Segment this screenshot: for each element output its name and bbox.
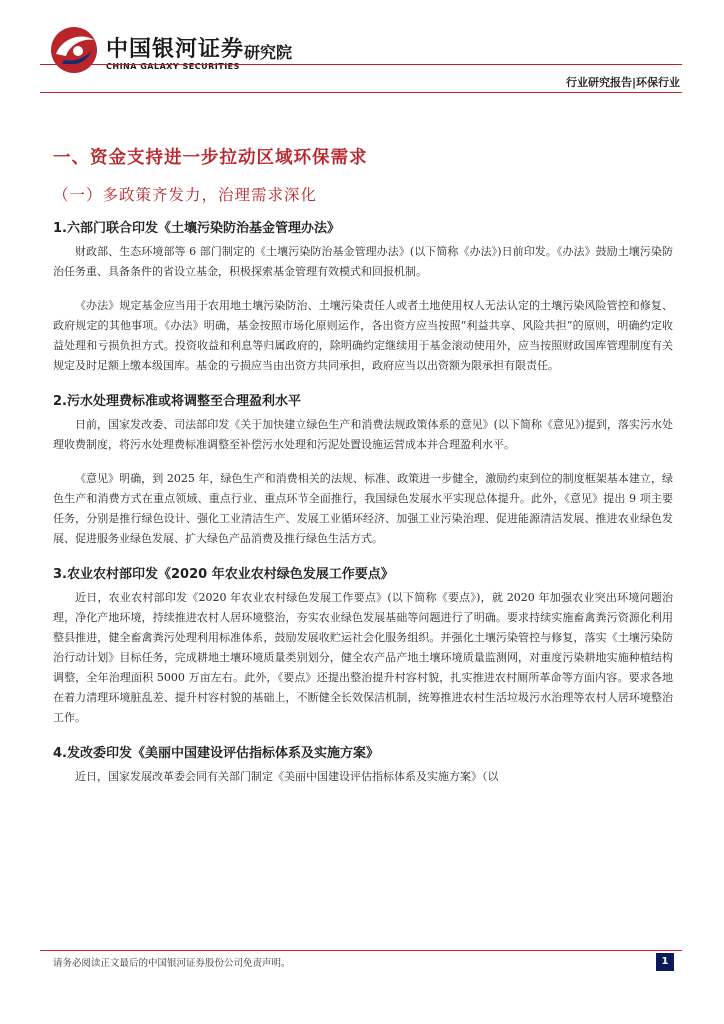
logo-text-cn: 中国银河证券 <box>106 37 245 62</box>
paragraph: 《办法》规定基金应当用于农用地土壤污染防治、土壤污染责任人或者土地使用权人无法认定的土壤污染风险管控和修复、政府规定的其他事项。《办法》明确，基金按照市场化原则运作，各出资方应当按照“利益共享、风险共担”的原则，明确约定收益处理和亏损负担方式。投资收益和利息等归属政府的，除明确约定继续用于基金滚动使用外，应当按照财政国库管理制度有关规定及时足额上缴本级国库。基金的亏损应当由出资方共同承担，政府应当以出资额为限承担有限责任。 <box>53 299 673 372</box>
subsection-4 <box>53 742 673 787</box>
subsection-heading: 4.发改委印发《美丽中国建设评估指标体系及实施方案》 <box>53 746 379 761</box>
institute-label: 研究院 <box>244 43 293 62</box>
paragraph: 财政部、生态环境部等 6 部门制定的《土壤污染防治基金管理办法》(以下简称《办法》)日前印发。《办法》鼓励土壤污染防治任务重、具备条件的省设立基金，积极探索基金管理有效模式和回报机制。 <box>53 245 673 278</box>
logo-text-en: CHINA GALAXY SECURITIES <box>106 62 240 71</box>
paragraph: 近日，农业农村部印发《2020 年农业农村绿色发展工作要点》(以下简称《要点》)，就 2020 年加强农业突出环境问题治理，净化产地环境，持续推进农村人居环境整治，夯实农业绿色发展基础等问题进行了明确。要求持续实施畜禽粪污资源化利用整县推进，健全畜禽粪污处理利用标准体系，鼓励发展收贮运社会化服务组织。并强化土壤污染管控与修复，落实《土壤污染防治行动计划》目标任务，完成耕地土壤环境质量类别划分，健全农产品产地土壤环境质量监测网，对重度污染耕地实施种植结构调整，全年治理面积 5000 万亩左右。此外，《要点》还提出整治提升村容村貌，扎实推进农村厕所革命等方面内容。要求各地在着力清理环境脏乱差、提升村容村貌的基础上，不断健全长效保洁机制，统筹推进农村生活垃圾污水治理等农村人居环境整治工作。 <box>53 591 673 724</box>
paragraph: 日前，国家发改委、司法部印发《关于加快建立绿色生产和消费法规政策体系的意见》(以下简称《意见》)提到，落实污水处理收费制度，将污水处理费标准调整至补偿污水处理和污泥处置设施运营成本并合理盈利水平。 <box>53 418 673 451</box>
company-logo <box>48 24 348 76</box>
paragraph: 近日，国家发展改革委会同有关部门制定《美丽中国建设评估指标体系及实施方案》（以 <box>75 770 499 783</box>
page-number: 1 <box>656 953 674 971</box>
subsection-2 <box>53 390 673 549</box>
subsection-1 <box>53 217 673 376</box>
header-divider-lower <box>40 92 682 93</box>
subsection-heading: 1.六部门联合印发《土壤污染防治基金管理办法》 <box>53 221 340 236</box>
section-title: （一）多政策齐发力，治理需求深化 <box>53 186 318 204</box>
report-body <box>53 144 673 801</box>
disclaimer-note: 请务必阅读正文最后的中国银河证券股份公司免责声明。 <box>53 958 291 969</box>
galaxy-logo-icon <box>48 24 100 76</box>
report-type-label: 行业研究报告|环保行业 <box>565 76 680 89</box>
subsection-heading: 3.农业农村部印发《2020 年农业农村绿色发展工作要点》 <box>53 567 394 582</box>
chapter-title: 一、资金支持进一步拉动区域环保需求 <box>53 148 368 168</box>
paragraph: 《意见》明确，到 2025 年，绿色生产和消费相关的法规、标准、政策进一步健全，激励约束到位的制度框架基本建立，绿色生产和消费方式在重点领域、重点行业、重点环节全面推行，我国绿色发展水平实现总体提升。此外，《意见》提出 9 项主要任务，分别是推行绿色设计、强化工业清洁生产、发展工业循环经济、加强工业污染治理、促进能源清洁发展、推进农业绿色发展、促进服务业绿色发展、扩大绿色产品消费及推行绿色生活方式。 <box>53 472 673 545</box>
footer-divider <box>40 950 682 951</box>
subsection-3 <box>53 563 673 728</box>
header-divider <box>40 64 682 65</box>
subsection-heading: 2.污水处理费标准或将调整至合理盈利水平 <box>53 394 301 409</box>
